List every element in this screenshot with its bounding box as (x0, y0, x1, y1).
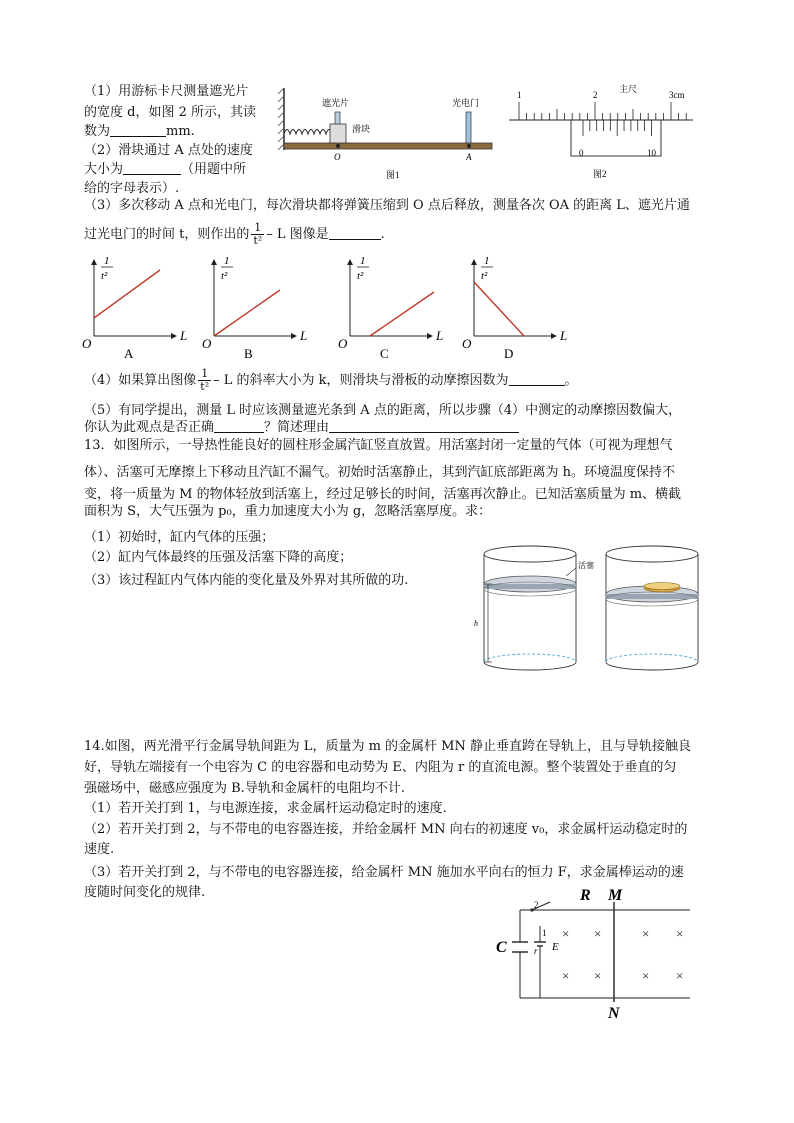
slider-block (330, 124, 346, 143)
photo-gate (466, 112, 471, 143)
x-label: L (300, 328, 308, 343)
q14-line2: 好，导轨左端接有一个电容为 C 的电容器和电动势为 E、内阻为 r 的直流电源。整个装置处于垂直的匀 (84, 760, 677, 775)
graph-line (214, 290, 280, 336)
answer-blank[interactable] (329, 418, 519, 433)
main-tick-label-1: 1 (517, 90, 522, 100)
y-label-numerator: 1 (360, 255, 366, 267)
label-shading-plate: 遮光片 (322, 98, 350, 108)
label-c: C (496, 939, 507, 956)
label-slider: 滑块 (352, 124, 371, 134)
main-tick-label-3cm: 3cm (669, 90, 685, 100)
option-graph-a (82, 255, 187, 361)
field-cross: × (594, 968, 602, 983)
vernier-scale-ticks (583, 120, 651, 136)
figure-cylinders (466, 540, 706, 672)
label-m: M (608, 887, 623, 904)
text: （用题中所 (181, 162, 247, 177)
label-r-upper: R (580, 887, 591, 904)
option-graphs (80, 252, 570, 364)
q12-part1-line2: 的宽度 d，如图 2 所示，其读 (84, 105, 256, 120)
y-label-numerator: 1 (224, 255, 230, 267)
option-label: C (380, 346, 389, 361)
q13-sub2: （2）缸内气体最终的压强及活塞下降的高度； (84, 550, 353, 565)
figure-2-caption: 图2 (593, 169, 607, 179)
y-label-denominator: t² (101, 270, 108, 282)
label-switch-1: 1 (542, 928, 547, 938)
q13-sub1: （1）初始时，缸内气体的压强； (84, 530, 275, 545)
option-label: A (124, 346, 134, 361)
origin-label: O (82, 336, 92, 351)
y-label-denominator: t² (481, 270, 488, 282)
cylinder-final (606, 546, 698, 670)
label-r: r (534, 946, 538, 956)
field-cross: × (562, 926, 570, 941)
text: （4）如果算出图像 (84, 373, 197, 388)
field-cross: × (642, 926, 650, 941)
option-graph-b (202, 255, 307, 361)
x-label: L (560, 328, 568, 343)
label-switch-2: 2 (534, 900, 539, 910)
origin-label: O (338, 336, 348, 351)
q12-part3-line1: （3）多次移动 A 点和光电门，每次滑块都将弹簧压缩到 O 点后释放，测量各次 OA 的距离 L、遮光片通 (84, 198, 690, 213)
q12-part1-line1: （1）用游标卡尺测量遮光片 (84, 84, 249, 99)
q12-part2-line1: （2）滑块通过 A 点处的速度 (84, 143, 253, 158)
figure-1-apparatus (278, 86, 500, 186)
x-label: L (436, 328, 444, 343)
q14-line1: 14.如图，两光滑平行金属导轨间距为 L，质量为 m 的金属杆 MN 静止垂直跨在导轨上，且与导轨接触良 (84, 739, 691, 754)
q12-part2-line3: 给的字母表示）. (84, 181, 180, 196)
origin-label: O (202, 336, 212, 351)
fraction (251, 222, 264, 247)
fraction-numerator: 1 (198, 368, 211, 381)
origin-label: O (462, 336, 472, 351)
text: 数为 (84, 124, 111, 139)
label-a: A (466, 152, 472, 162)
label-e: E (552, 941, 559, 953)
q12-part4 (84, 368, 578, 393)
q13-line4: 面积为 S，大气压强为 p₀，重力加速度大小为 g，忽略活塞厚度。求： (84, 504, 492, 519)
y-label-numerator: 1 (484, 255, 490, 267)
field-cross: × (594, 926, 602, 941)
vernier-label-0: 0 (579, 148, 584, 158)
figure-1-caption: 图1 (386, 170, 400, 180)
option-graph-d (462, 255, 567, 361)
q13-line3: 变，将一质量为 M 的物体轻放到活塞上，经过足够长的时间，活塞再次静止。已知活塞质量为 m、横截 (84, 487, 682, 502)
label-o: O (334, 152, 341, 162)
text: ？简述理由 (264, 420, 330, 435)
answer-blank[interactable] (329, 225, 381, 240)
option-graph-c (338, 255, 443, 361)
label-photo-gate: 光电门 (452, 98, 480, 108)
q12-part5-line1: （5）有同学提出，测量 L 时应该测量遮光条到 A 点的距离，所以步骤（4）中测定的动摩擦因数偏大， (84, 403, 682, 418)
label-piston: 活塞 (578, 561, 594, 570)
track-board (284, 143, 492, 149)
vernier-label-10: 10 (647, 148, 656, 158)
field-cross: × (676, 926, 684, 941)
text: mm. (166, 124, 195, 139)
text: 大小为 (84, 162, 124, 177)
main-scale-ticks (519, 102, 686, 120)
y-label-denominator: t² (221, 270, 228, 282)
text: 。 (564, 373, 578, 388)
main-scale-label: 主尺 (619, 84, 638, 94)
q12-part3-line2 (84, 222, 385, 247)
graph-line (370, 292, 434, 336)
fraction-denominator: t² (200, 380, 210, 393)
shading-plate (335, 112, 340, 124)
q13-sub3: （3）该过程缸内气体内能的变化量及外界对其所做的功. (84, 573, 409, 588)
q14-sub2-line1: （2）若开关打到 2，与不带电的电容器连接，并给金属杆 MN 向右的初速度 v₀，求金属杆运动稳定时的 (84, 822, 688, 837)
q14-sub1: （1）若开关打到 1，与电源连接，求金属杆运动稳定时的速度. (84, 801, 447, 816)
text: 你认为此观点是否正确 (84, 420, 215, 435)
fraction-denominator: t² (253, 234, 263, 247)
q14-sub3-line2: 度随时间变化的规律. (84, 885, 206, 900)
answer-blank[interactable] (110, 122, 166, 137)
figure-2-vernier-caliper (505, 84, 695, 184)
y-label-denominator: t² (357, 270, 364, 282)
spring (284, 130, 332, 135)
x-label: L (180, 328, 188, 343)
option-label: B (244, 346, 253, 361)
text: – L 的斜率大小为 k，则滑块与滑板的动摩擦因数为 (213, 373, 509, 388)
q14-sub2-line2: 速度. (84, 842, 115, 857)
q14-sub3-line1: （3）若开关打到 2，与不带电的电容器连接，给金属杆 MN 施加水平向右的恒力 F，求金属棒运动的速 (84, 865, 684, 880)
field-cross: × (676, 968, 684, 983)
q13-line1: 13．如图所示，一导热性能良好的圆柱形金属汽缸竖直放置。用活塞封闭一定量的气体（可视为理想气 (84, 438, 673, 453)
text: . (380, 227, 385, 242)
y-label-numerator: 1 (104, 255, 110, 267)
field-cross: × (642, 968, 650, 983)
label-n: N (608, 1005, 620, 1020)
text: 过光电门的时间 t，则作出的 (84, 227, 250, 242)
cylinder-initial (474, 546, 594, 670)
q13-line2: 体）、活塞可无摩擦上下移动且汽缸不漏气。初始时活塞静止，其到汽缸底部距离为 h。环境温度保持不 (84, 465, 676, 480)
figure-circuit-rails (490, 880, 700, 1020)
q14-line3: 强磁场中，磁感应强度为 B.导轨和金属杆的电阻均不计. (84, 781, 405, 796)
main-tick-label-2: 2 (593, 90, 598, 100)
fraction (198, 368, 211, 393)
answer-blank[interactable] (214, 418, 264, 433)
answer-blank[interactable] (509, 371, 565, 386)
answer-blank[interactable] (123, 160, 181, 175)
magnetic-field-markers (562, 926, 683, 983)
option-label: D (504, 346, 514, 361)
text: – L 图像是 (266, 227, 329, 242)
graph-line (474, 282, 524, 336)
field-cross: × (562, 968, 570, 983)
label-h: h (474, 619, 478, 628)
fraction-numerator: 1 (251, 222, 264, 235)
